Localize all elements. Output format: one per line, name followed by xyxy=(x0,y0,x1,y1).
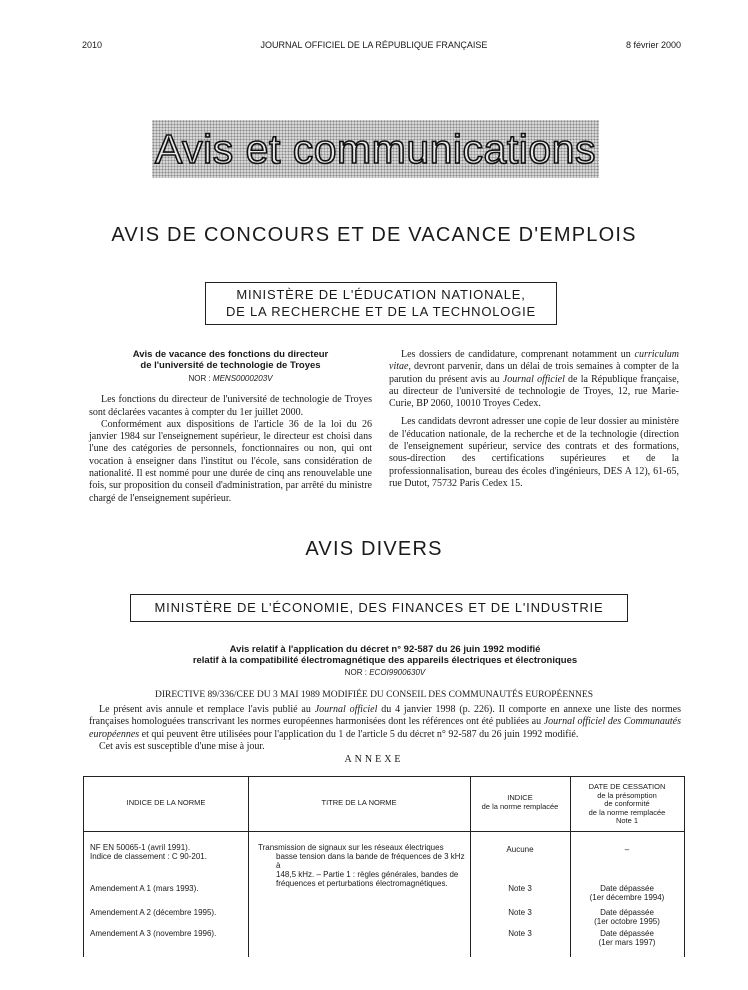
table-row-1-indice: NF EN 50065-1 (avril 1991). Indice de classement : C 90-201. xyxy=(90,843,207,861)
table-row-3-date: Date dépassée (1er octobre 1995) xyxy=(594,908,660,926)
notice-left-column xyxy=(89,349,372,505)
table-row-2-indice: Amendement A 1 (mars 1993). xyxy=(90,884,199,893)
table-row-1-date: – xyxy=(624,845,630,854)
table-row-4-date: Date dépassée (1er mars 1997) xyxy=(598,929,656,947)
notice-paragraph-3: Les dossiers de candidature, comprenant notamment un curriculum vitae, devront parvenir, dans un délai de trois semaines à compter de la parution du présent avis au Journal officiel de la République française, au directeur de l'université de technologie de Troyes, 12, rue Marie-Curie, BP 2060, 10010 Troyes Cedex. xyxy=(389,349,680,410)
ministry-line-1: MINISTÈRE DE L'ÉDUCATION NATIONALE, xyxy=(236,287,526,302)
publication-date: 8 février 2000 xyxy=(625,40,681,50)
notice-paragraph-1: Les fonctions du directeur de l'université de technologie de Troyes sont déclarées vacantes à compter du 1er juillet 2000. xyxy=(89,394,372,418)
header-date-cessation: DATE DE CESSATION de la présomption de conformité de la norme remplacée Note 1 xyxy=(588,782,666,825)
notice-paragraph-6: Cet avis est susceptible d'une mise à jour. xyxy=(99,740,265,752)
notice-heading-emc xyxy=(89,644,681,677)
banner-title: Avis et communications xyxy=(155,125,596,172)
ministry-box-education xyxy=(205,282,557,325)
ministry-line-2: DE LA RECHERCHE ET DE LA TECHNOLOGIE xyxy=(225,304,537,319)
notice-paragraph-2: Conformément aux dispositions de l'article 36 de la loi du 26 janvier 1984 sur l'enseignement supérieur, le directeur est choisi dans l'une des catégories de personnels, fonctionnaires ou non, qui ont vocation à enseigner dans l'institut ou l'école, sans considération de nationalité. Il est nommé pour une durée de cinq ans renouvelable une fois, sur proposition du conseil d'administration, par arrêté du ministre chargé de l'enseignement supérieur. xyxy=(89,418,372,504)
notice-title xyxy=(89,349,372,371)
section-title-concours: AVIS DE CONCOURS ET DE VACANCE D'EMPLOIS xyxy=(111,224,637,246)
table-row-4-remplacee: Note 3 xyxy=(508,929,532,938)
nor-label: NOR : xyxy=(344,668,370,677)
norms-table xyxy=(83,776,685,957)
notice-body-emc xyxy=(89,704,681,753)
nor-reference xyxy=(89,373,372,385)
annexe-title: ANNEXE xyxy=(344,754,404,765)
section-title-divers: AVIS DIVERS xyxy=(305,538,443,560)
table-row-1-titre: Transmission de signaux sur les réseaux électriques basse tension dans la bande de fréquences de 3 kHz à 148,5 kHz. – Partie 1 : règles générales, bandes de fréquences et perturbations électromagnétiques. xyxy=(258,843,465,888)
header-titre-norme: TITRE DE LA NORME xyxy=(321,798,397,807)
ministry-line: MINISTÈRE DE L'ÉCONOMIE, DES FINANCES ET DE L'INDUSTRIE xyxy=(154,600,604,615)
nor-code: MENS0000203V xyxy=(212,374,273,383)
directive-line: DIRECTIVE 89/336/CEE DU 3 MAI 1989 MODIFIÉE DU CONSEIL DES COMMUNAUTÉS EUROPÉENNES xyxy=(155,690,593,700)
notice-title-line-2: de l'université de technologie de Troyes xyxy=(140,360,321,371)
table-row-4-indice: Amendement A 3 (novembre 1996). xyxy=(90,929,217,938)
nor-code: ECOI9900630V xyxy=(369,668,426,677)
notice-title-line-1: Avis de vacance des fonctions du directeur xyxy=(132,349,329,360)
notice-title-line-2: relatif à la compatibilité électromagnétique des appareils électriques et électroniques xyxy=(192,655,578,666)
table-row-2-date: Date dépassée (1er décembre 1994) xyxy=(589,884,665,902)
notice-paragraph-5: Le présent avis annule et remplace l'avis publié au Journal officiel du 4 janvier 1998 (p. 226). Il comporte en annexe une liste des normes françaises homologuées transcrivant les normes européennes harmonisées dont les références ont été publiées au Journal officiel des Communautés européennes et qui peuvent être utilisées pour l'application du 1 de l'article 5 du décret n° 92-587 du 26 juin 1992 modifié. xyxy=(89,704,682,740)
ministry-box-economie xyxy=(130,594,628,622)
page-number: 2010 xyxy=(82,40,103,50)
notice-paragraph-4: Les candidats devront adresser une copie de leur dossier au ministère de l'éducation nationale, de la recherche et de la technologie (direction de l'enseignement supérieur, service des contrats et des formations, sous-direction des certifications supérieures et de la professionnalisation, bureau des écoles d'ingénieurs, DES A 12), 61-65, rue Dutot, 75732 Paris Cedex 15. xyxy=(389,416,679,489)
header-indice-norme: INDICE DE LA NORME xyxy=(126,798,206,807)
header-indice-remplacee: INDICE de la norme remplacée xyxy=(481,793,559,811)
notice-right-column xyxy=(389,349,679,490)
nor-reference xyxy=(89,668,681,677)
journal-title: JOURNAL OFFICIEL DE LA RÉPUBLIQUE FRANÇAISE xyxy=(260,40,488,50)
table-row-3-remplacee: Note 3 xyxy=(508,908,532,917)
table-row-2-remplacee: Note 3 xyxy=(508,884,532,893)
notice-title-line-1: Avis relatif à l'application du décret n° 92-587 du 26 juin 1992 modifié xyxy=(229,644,541,655)
table-row-3-indice: Amendement A 2 (décembre 1995). xyxy=(90,908,217,917)
nor-label: NOR : xyxy=(188,374,213,383)
section-banner xyxy=(152,120,599,178)
table-row-1-remplacee: Aucune xyxy=(506,845,534,854)
